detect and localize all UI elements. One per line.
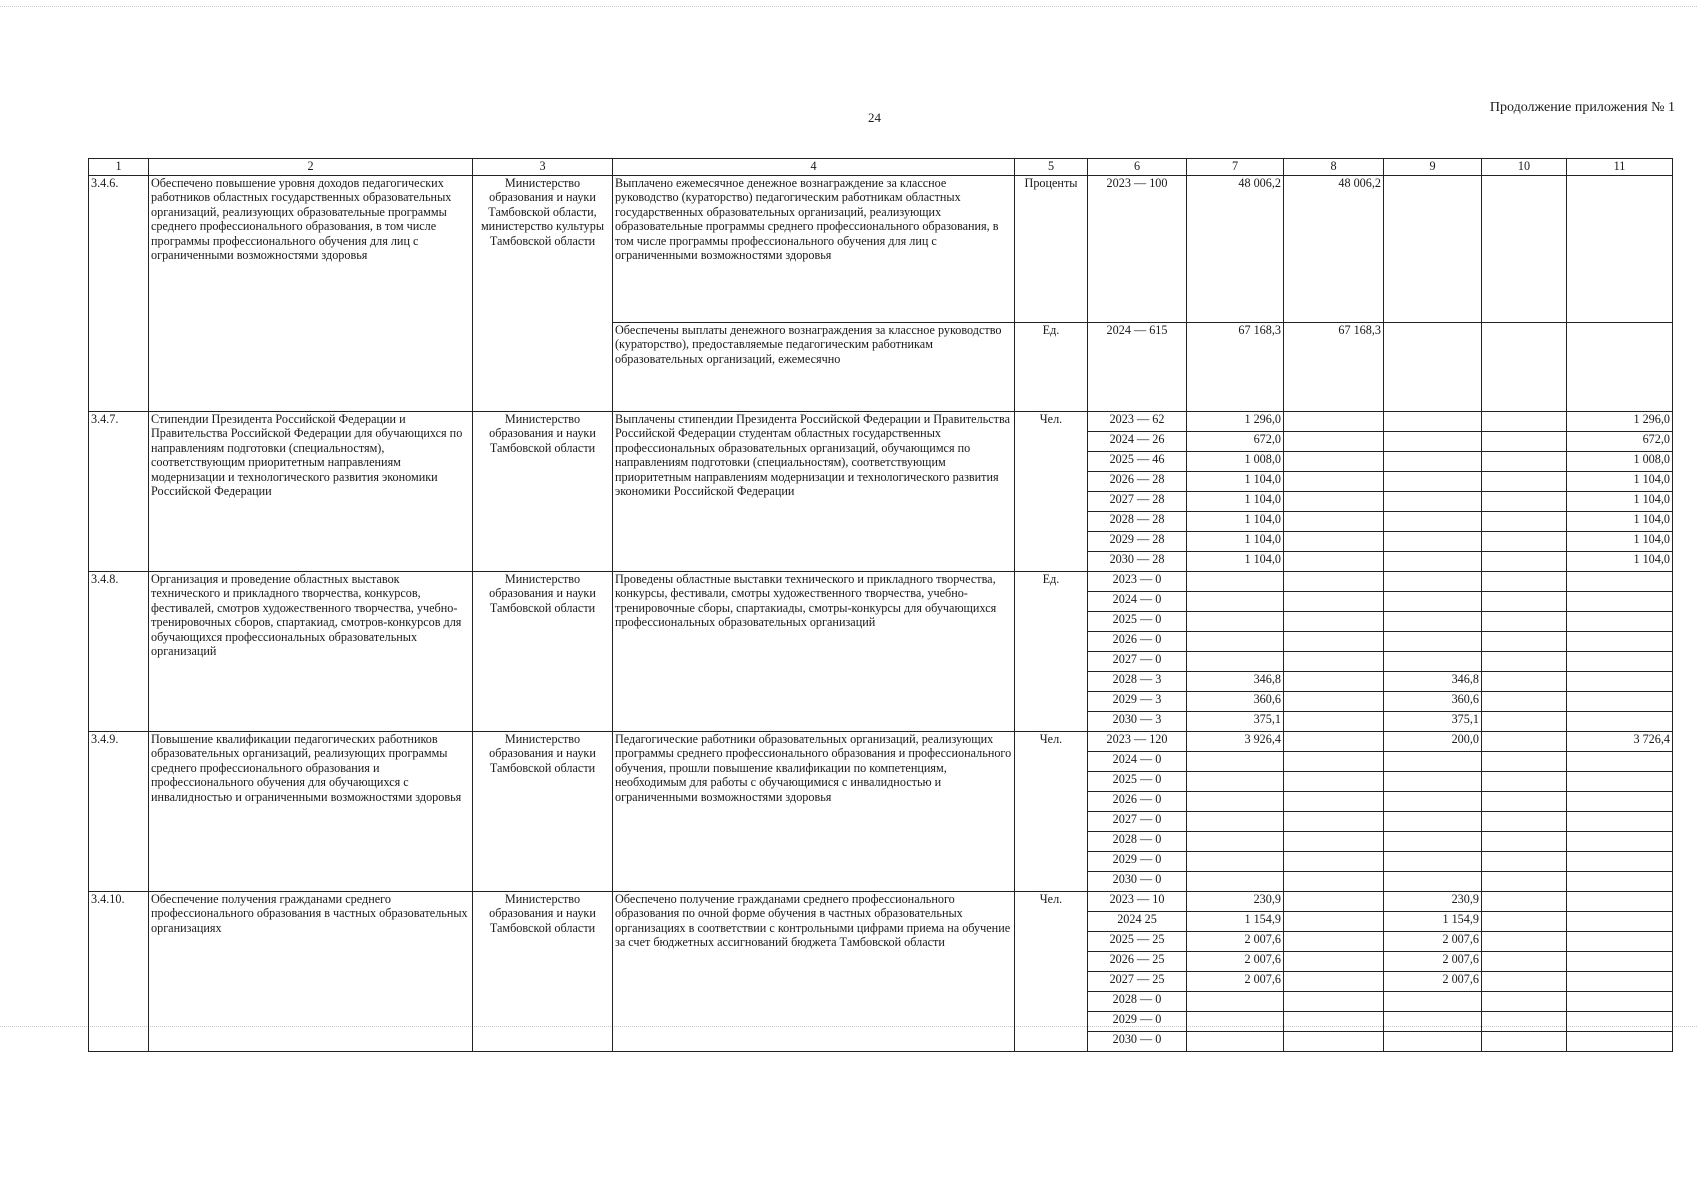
amount-col9: [1384, 612, 1482, 632]
executor: Министерство образования и науки Тамбовской области, министерство культуры Тамбовской области: [473, 176, 613, 412]
amount-col9: [1384, 512, 1482, 532]
amount-col10: [1482, 612, 1567, 632]
header-cell: 7: [1187, 159, 1284, 176]
amount-col7: 375,1: [1187, 712, 1284, 732]
amount-col8: [1284, 812, 1384, 832]
year-value: 2023 — 62: [1088, 412, 1187, 432]
year-value: 2028 — 3: [1088, 672, 1187, 692]
amount-col11: [1567, 572, 1673, 592]
amount-col8: [1284, 492, 1384, 512]
amount-col9: 360,6: [1384, 692, 1482, 712]
amount-col10: [1482, 432, 1567, 452]
result-text: Обеспечены выплаты денежного вознаграждения за классное руководство (кураторство), предоставляемые педагогическим работникам образовательных организаций, ежемесячно: [613, 323, 1015, 412]
amount-col11: 1 104,0: [1567, 552, 1673, 572]
amount-col8: [1284, 972, 1384, 992]
amount-col11: [1567, 712, 1673, 732]
year-value: 2027 — 0: [1088, 652, 1187, 672]
measure-name: Организация и проведение областных выставок технического и прикладного творчества, конкурсов, фестивалей, смотров художественного творчества, учебно-тренировочных сборов, спартакиад, смотров-конкурсов для обучающихся профессиональных образовательных организаций: [149, 572, 473, 732]
amount-col7: 346,8: [1187, 672, 1284, 692]
amount-col8: [1284, 932, 1384, 952]
amount-col11: [1567, 176, 1673, 323]
amount-col8: [1284, 712, 1384, 732]
amount-col8: [1284, 732, 1384, 752]
header-cell: 1: [89, 159, 149, 176]
year-value: 2029 — 3: [1088, 692, 1187, 712]
amount-col7: 1 104,0: [1187, 512, 1284, 532]
amount-col8: [1284, 832, 1384, 852]
year-value: 2025 — 25: [1088, 932, 1187, 952]
amount-col11: [1567, 632, 1673, 652]
amount-col11: [1567, 972, 1673, 992]
header-cell: 2: [149, 159, 473, 176]
amount-col10: [1482, 472, 1567, 492]
amount-col10: [1482, 972, 1567, 992]
unit: Чел.: [1015, 892, 1088, 1052]
year-value: 2027 — 0: [1088, 812, 1187, 832]
row-number: 3.4.10.: [89, 892, 149, 1052]
amount-col9: [1384, 772, 1482, 792]
amount-col10: [1482, 912, 1567, 932]
executor: Министерство образования и науки Тамбовской области: [473, 892, 613, 1052]
amount-col7: 360,6: [1187, 692, 1284, 712]
amount-col8: [1284, 652, 1384, 672]
executor: Министерство образования и науки Тамбовской области: [473, 412, 613, 572]
year-value: 2030 — 28: [1088, 552, 1187, 572]
amount-col9: [1384, 412, 1482, 432]
amount-col9: [1384, 323, 1482, 412]
amount-col7: [1187, 872, 1284, 892]
result-text: Обеспечено получение гражданами среднего профессионального образования по очной форме обучения в частных образовательных организациях в соответствии с контрольными цифрами приема на обучение за счет бюджетных ассигнований бюджета Тамбовской области: [613, 892, 1015, 1052]
amount-col9: 2 007,6: [1384, 972, 1482, 992]
year-value: 2024 — 26: [1088, 432, 1187, 452]
amount-col9: 346,8: [1384, 672, 1482, 692]
amount-col11: [1567, 692, 1673, 712]
header-cell: 3: [473, 159, 613, 176]
continuation-note: Продолжение приложения № 1: [1489, 100, 1675, 115]
amount-col7: [1187, 852, 1284, 872]
amount-col7: [1187, 992, 1284, 1012]
amount-col8: [1284, 512, 1384, 532]
amount-col9: [1384, 472, 1482, 492]
amount-col8: [1284, 572, 1384, 592]
amount-col8: [1284, 992, 1384, 1012]
year-value: 2029 — 0: [1088, 852, 1187, 872]
amount-col11: [1567, 852, 1673, 872]
amount-col10: [1482, 872, 1567, 892]
amount-col7: [1187, 592, 1284, 612]
amount-col11: [1567, 592, 1673, 612]
amount-col8: [1284, 1032, 1384, 1052]
header-cell: 11: [1567, 159, 1673, 176]
amount-col9: [1384, 792, 1482, 812]
amount-col10: [1482, 552, 1567, 572]
amount-col11: [1567, 672, 1673, 692]
year-value: 2024 — 615: [1088, 323, 1187, 412]
amount-col11: 3 726,4: [1567, 732, 1673, 752]
year-value: 2023 — 10: [1088, 892, 1187, 912]
executor: Министерство образования и науки Тамбовской области: [473, 572, 613, 732]
year-value: 2030 — 0: [1088, 1032, 1187, 1052]
amount-col10: [1482, 732, 1567, 752]
amount-col7: 48 006,2: [1187, 176, 1284, 323]
year-value: 2028 — 28: [1088, 512, 1187, 532]
table-row: [89, 176, 1673, 323]
amount-col11: [1567, 752, 1673, 772]
amount-col8: [1284, 432, 1384, 452]
amount-col7: [1187, 812, 1284, 832]
amount-col8: [1284, 952, 1384, 972]
amount-col7: 672,0: [1187, 432, 1284, 452]
amount-col10: [1482, 492, 1567, 512]
amount-col10: [1482, 792, 1567, 812]
year-value: 2030 — 0: [1088, 872, 1187, 892]
amount-col8: [1284, 412, 1384, 432]
amount-col7: 2 007,6: [1187, 952, 1284, 972]
amount-col7: 1 104,0: [1187, 552, 1284, 572]
amount-col7: 230,9: [1187, 892, 1284, 912]
amount-col10: [1482, 832, 1567, 852]
amount-col8: [1284, 872, 1384, 892]
year-value: 2028 — 0: [1088, 992, 1187, 1012]
year-value: 2023 — 0: [1088, 572, 1187, 592]
amount-col10: [1482, 692, 1567, 712]
amount-col8: [1284, 632, 1384, 652]
amount-col10: [1482, 672, 1567, 692]
amount-col9: [1384, 492, 1482, 512]
header-cell: 6: [1088, 159, 1187, 176]
table-row: [89, 572, 1673, 592]
amount-col11: [1567, 612, 1673, 632]
amount-col9: [1384, 632, 1482, 652]
year-value: 2029 — 0: [1088, 1012, 1187, 1032]
amount-col8: [1284, 692, 1384, 712]
amount-col9: [1384, 532, 1482, 552]
measure-name: Повышение квалификации педагогических работников образовательных организаций, реализующих программы среднего профессионального образования и профессионального обучения для обучающихся с инвалидностью и ограниченными возможностями здоровья: [149, 732, 473, 892]
amount-col9: [1384, 1032, 1482, 1052]
amount-col10: [1482, 772, 1567, 792]
amount-col7: 2 007,6: [1187, 932, 1284, 952]
amount-col9: [1384, 592, 1482, 612]
amount-col10: [1482, 932, 1567, 952]
executor: Министерство образования и науки Тамбовской области: [473, 732, 613, 892]
row-number: 3.4.8.: [89, 572, 149, 732]
header-cell: 8: [1284, 159, 1384, 176]
unit: Проценты: [1015, 176, 1088, 323]
unit: Ед.: [1015, 323, 1088, 412]
amount-col9: [1384, 812, 1482, 832]
amount-col9: [1384, 1012, 1482, 1032]
year-value: 2024 — 0: [1088, 592, 1187, 612]
scan-artifact-line: [0, 6, 1697, 7]
amount-col7: 3 926,4: [1187, 732, 1284, 752]
amount-col9: 200,0: [1384, 732, 1482, 752]
amount-col8: [1284, 672, 1384, 692]
amount-col11: 1 296,0: [1567, 412, 1673, 432]
amount-col9: [1384, 572, 1482, 592]
result-text: Выплачены стипендии Президента Российской Федерации и Правительства Российской Федерации студентам областных государственных профессиональных образовательных организаций, обучающимся по направлениям подготовки (специальностям), соответствующим приоритетным направлениям модернизации и технологического развития экономики Российской Федерации: [613, 412, 1015, 572]
result-text: Педагогические работники образовательных организаций, реализующих программы среднего профессионального образования и профессионального обучения, прошли повышение квалификации по компетенциям, необходимым для работы с обучающимися с инвалидностью и ограниченными возможностями здоровья: [613, 732, 1015, 892]
table-row: [89, 412, 1673, 432]
amount-col7: [1187, 572, 1284, 592]
amount-col10: [1482, 632, 1567, 652]
amount-col9: [1384, 552, 1482, 572]
table-row: [89, 892, 1673, 912]
amount-col8: [1284, 912, 1384, 932]
amount-col7: 1 296,0: [1187, 412, 1284, 432]
amount-col9: [1384, 992, 1482, 1012]
amount-col10: [1482, 532, 1567, 552]
year-value: 2023 — 120: [1088, 732, 1187, 752]
result-text: Выплачено ежемесячное денежное вознаграждение за классное руководство (кураторство) педагогическим работникам областных государственных образовательных организаций, реализующих образовательные программы среднего профессионального образования, в том числе программы профессионального обучения для лиц с ограниченными возможностями здоровья: [613, 176, 1015, 323]
amount-col9: 1 154,9: [1384, 912, 1482, 932]
amount-col7: 1 104,0: [1187, 532, 1284, 552]
amount-col11: [1567, 892, 1673, 912]
amount-col7: [1187, 632, 1284, 652]
year-value: 2030 — 3: [1088, 712, 1187, 732]
unit: Чел.: [1015, 412, 1088, 572]
amount-col9: [1384, 432, 1482, 452]
year-value: 2026 — 0: [1088, 632, 1187, 652]
amount-col11: [1567, 772, 1673, 792]
amount-col8: [1284, 852, 1384, 872]
amount-col8: [1284, 552, 1384, 572]
amount-col10: [1482, 572, 1567, 592]
amount-col7: 1 154,9: [1187, 912, 1284, 932]
year-value: 2026 — 28: [1088, 472, 1187, 492]
amount-col10: [1482, 992, 1567, 1012]
result-text: Проведены областные выставки технического и прикладного творчества, конкурсы, фестивали, смотры художественного творчества, учебно- тренировочные сборы, спартакиады, смотры-конкурсы для обучающихся профессиональных образовательных организаций: [613, 572, 1015, 732]
amount-col8: [1284, 532, 1384, 552]
amount-col11: 672,0: [1567, 432, 1673, 452]
amount-col10: [1482, 812, 1567, 832]
year-value: 2026 — 0: [1088, 792, 1187, 812]
amount-col8: [1284, 752, 1384, 772]
amount-col8: [1284, 592, 1384, 612]
amount-col8: [1284, 612, 1384, 632]
amount-col7: [1187, 792, 1284, 812]
year-value: 2023 — 100: [1088, 176, 1187, 323]
amount-col11: [1567, 792, 1673, 812]
amount-col8: 48 006,2: [1284, 176, 1384, 323]
amount-col11: [1567, 812, 1673, 832]
amount-col7: 1 104,0: [1187, 472, 1284, 492]
amount-col7: 2 007,6: [1187, 972, 1284, 992]
year-value: 2026 — 25: [1088, 952, 1187, 972]
amount-col10: [1482, 892, 1567, 912]
amount-col10: [1482, 852, 1567, 872]
year-value: 2025 — 0: [1088, 772, 1187, 792]
amount-col9: 230,9: [1384, 892, 1482, 912]
amount-col7: [1187, 1032, 1284, 1052]
amount-col10: [1482, 452, 1567, 472]
amount-col10: [1482, 176, 1567, 323]
amount-col11: [1567, 872, 1673, 892]
year-value: 2027 — 28: [1088, 492, 1187, 512]
amount-col7: [1187, 1012, 1284, 1032]
header-cell: 9: [1384, 159, 1482, 176]
year-value: 2029 — 28: [1088, 532, 1187, 552]
amount-col11: [1567, 323, 1673, 412]
amount-col9: 375,1: [1384, 712, 1482, 732]
amount-col10: [1482, 652, 1567, 672]
amount-col11: [1567, 652, 1673, 672]
page-number: 24: [868, 110, 881, 125]
amount-col9: [1384, 452, 1482, 472]
amount-col7: 67 168,3: [1187, 323, 1284, 412]
table-row: [89, 732, 1673, 752]
header-cell: 5: [1015, 159, 1088, 176]
amount-col10: [1482, 952, 1567, 972]
amount-col11: [1567, 992, 1673, 1012]
amount-col11: [1567, 1032, 1673, 1052]
amount-col7: [1187, 612, 1284, 632]
header-cell: 10: [1482, 159, 1567, 176]
appendix-table: [88, 158, 1673, 1052]
year-value: 2024 25: [1088, 912, 1187, 932]
amount-col11: [1567, 912, 1673, 932]
amount-col9: [1384, 832, 1482, 852]
amount-col7: 1 104,0: [1187, 492, 1284, 512]
amount-col8: [1284, 792, 1384, 812]
amount-col11: [1567, 1012, 1673, 1032]
year-value: 2027 — 25: [1088, 972, 1187, 992]
amount-col7: [1187, 652, 1284, 672]
amount-col7: [1187, 832, 1284, 852]
amount-col10: [1482, 712, 1567, 732]
year-value: 2028 — 0: [1088, 832, 1187, 852]
amount-col11: 1 104,0: [1567, 472, 1673, 492]
amount-col11: 1 104,0: [1567, 512, 1673, 532]
amount-col7: 1 008,0: [1187, 452, 1284, 472]
amount-col10: [1482, 752, 1567, 772]
row-number: 3.4.9.: [89, 732, 149, 892]
amount-col8: [1284, 1012, 1384, 1032]
row-number: 3.4.6.: [89, 176, 149, 412]
amount-col11: [1567, 952, 1673, 972]
amount-col11: [1567, 832, 1673, 852]
amount-col7: [1187, 772, 1284, 792]
row-number: 3.4.7.: [89, 412, 149, 572]
amount-col8: 67 168,3: [1284, 323, 1384, 412]
measure-name: Обеспечение получения гражданами среднего профессионального образования в частных образовательных организациях: [149, 892, 473, 1052]
amount-col10: [1482, 323, 1567, 412]
amount-col10: [1482, 1012, 1567, 1032]
amount-col9: [1384, 852, 1482, 872]
amount-col10: [1482, 592, 1567, 612]
amount-col8: [1284, 772, 1384, 792]
amount-col9: [1384, 176, 1482, 323]
amount-col8: [1284, 452, 1384, 472]
year-value: 2025 — 46: [1088, 452, 1187, 472]
amount-col10: [1482, 1032, 1567, 1052]
amount-col9: [1384, 752, 1482, 772]
amount-col11: 1 104,0: [1567, 492, 1673, 512]
amount-col7: [1187, 752, 1284, 772]
unit: Чел.: [1015, 732, 1088, 892]
amount-col8: [1284, 472, 1384, 492]
amount-col10: [1482, 412, 1567, 432]
amount-col11: 1 104,0: [1567, 532, 1673, 552]
amount-col10: [1482, 512, 1567, 532]
measure-name: Стипендии Президента Российской Федерации и Правительства Российской Федерации для обучающихся по направлениям подготовки (специальностям), соответствующим приоритетным направлениям модернизации и технологического развития экономики Российской Федерации: [149, 412, 473, 572]
amount-col9: 2 007,6: [1384, 932, 1482, 952]
amount-col11: 1 008,0: [1567, 452, 1673, 472]
header-cell: 4: [613, 159, 1015, 176]
amount-col9: [1384, 652, 1482, 672]
amount-col8: [1284, 892, 1384, 912]
amount-col11: [1567, 932, 1673, 952]
header-row: [89, 159, 1673, 176]
amount-col9: 2 007,6: [1384, 952, 1482, 972]
year-value: 2024 — 0: [1088, 752, 1187, 772]
unit: Ед.: [1015, 572, 1088, 732]
year-value: 2025 — 0: [1088, 612, 1187, 632]
amount-col9: [1384, 872, 1482, 892]
measure-name: Обеспечено повышение уровня доходов педагогических работников областных государственных образовательных организаций, реализующих образовательные программы среднего профессионального образования, в том числе программы профессионального обучения для лиц с ограниченными возможностями здоровья: [149, 176, 473, 412]
